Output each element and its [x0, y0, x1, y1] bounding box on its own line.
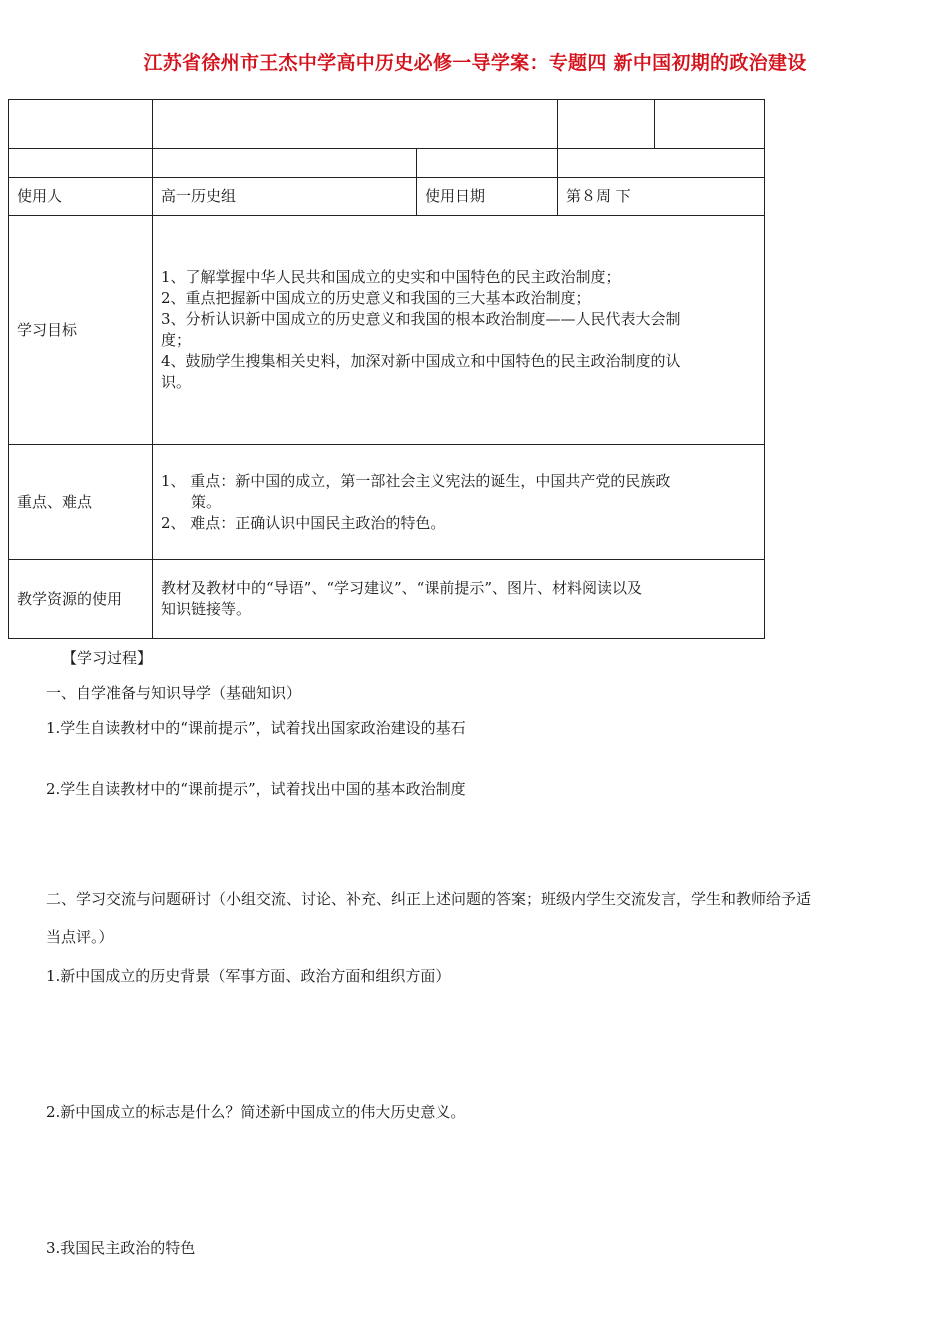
empty-cell — [9, 149, 153, 178]
date-value: 第８周 下 — [558, 178, 765, 216]
objective-item: 2、重点把握新中国成立的历史意义和我国的三大基本政治制度； — [161, 289, 591, 307]
resources-label: 教学资源的使用 — [9, 560, 153, 639]
keypoint-item: 策。 — [191, 492, 222, 511]
section2-question-3: 3.我国民主政治的特色 — [46, 1239, 196, 1257]
resources-line: 知识链接等。 — [161, 600, 252, 618]
keypoints-cell — [153, 445, 765, 560]
keypoint-item: 1、 重点：新中国的成立，第一部社会主义宪法的诞生，中国共产党的民族政 — [161, 471, 671, 490]
keypoints-label: 重点、难点 — [9, 445, 153, 560]
section2-line: 二、学习交流与问题研讨（小组交流、讨论、补充、纠正上述问题的答案；班级内学生交流发言，学生和教师给予适 — [46, 890, 812, 908]
objectives-label: 学习目标 — [9, 216, 153, 445]
section2-line: 当点评。） — [46, 928, 114, 946]
section1-question-2: 2.学生自读教材中的“课前提示”，试着找出中国的基本政治制度 — [46, 780, 466, 798]
objective-item: 4、鼓励学生搜集相关史料，加深对新中国成立和中国特色的民主政治制度的认 — [161, 352, 681, 370]
empty-cell — [655, 100, 765, 149]
objective-item: 3、分析认识新中国成立的历史意义和我国的根本政治制度——人民代表大会制 — [161, 310, 681, 328]
section2-question-2: 2.新中国成立的标志是什么？简述新中国成立的伟大历史意义。 — [46, 1103, 466, 1121]
objective-item: 1、了解掌握中华人民共和国成立的史实和中国特色的民主政治制度； — [161, 268, 621, 286]
objectives-cell — [153, 216, 765, 445]
section2-heading — [46, 880, 912, 956]
empty-cell — [558, 149, 765, 178]
empty-cell — [153, 100, 558, 149]
section1-question-1: 1.学生自读教材中的“课前提示”，试着找出国家政治建设的基石 — [46, 719, 466, 737]
date-label: 使用日期 — [417, 178, 558, 216]
process-heading: 【学习过程】 — [62, 649, 153, 667]
resources-line: 教材及教材中的“导语”、“学习建议”、“课前提示”、图片、材料阅读以及 — [161, 579, 643, 597]
info-table — [8, 99, 765, 639]
table-row — [9, 216, 765, 445]
empty-cell — [9, 100, 153, 149]
section1-heading: 一、自学准备与知识导学（基础知识） — [46, 684, 302, 702]
table-row — [9, 100, 765, 149]
section2-question-1: 1.新中国成立的历史背景（军事方面、政治方面和组织方面） — [46, 967, 451, 985]
resources-cell — [153, 560, 765, 639]
document-title: 江苏省徐州市王杰中学高中历史必修一导学案：专题四 新中国初期的政治建设 — [143, 52, 807, 74]
table-row — [9, 560, 765, 639]
empty-cell — [153, 149, 417, 178]
user-label: 使用人 — [9, 178, 153, 216]
empty-cell — [558, 100, 655, 149]
objective-item: 识。 — [161, 373, 192, 391]
table-row — [9, 178, 765, 216]
user-value: 高一历史组 — [153, 178, 417, 216]
objective-item: 度； — [161, 331, 192, 349]
table-row — [9, 445, 765, 560]
empty-cell — [417, 149, 558, 178]
table-row — [9, 149, 765, 178]
keypoint-item: 2、 难点：正确认识中国民主政治的特色。 — [161, 513, 446, 532]
